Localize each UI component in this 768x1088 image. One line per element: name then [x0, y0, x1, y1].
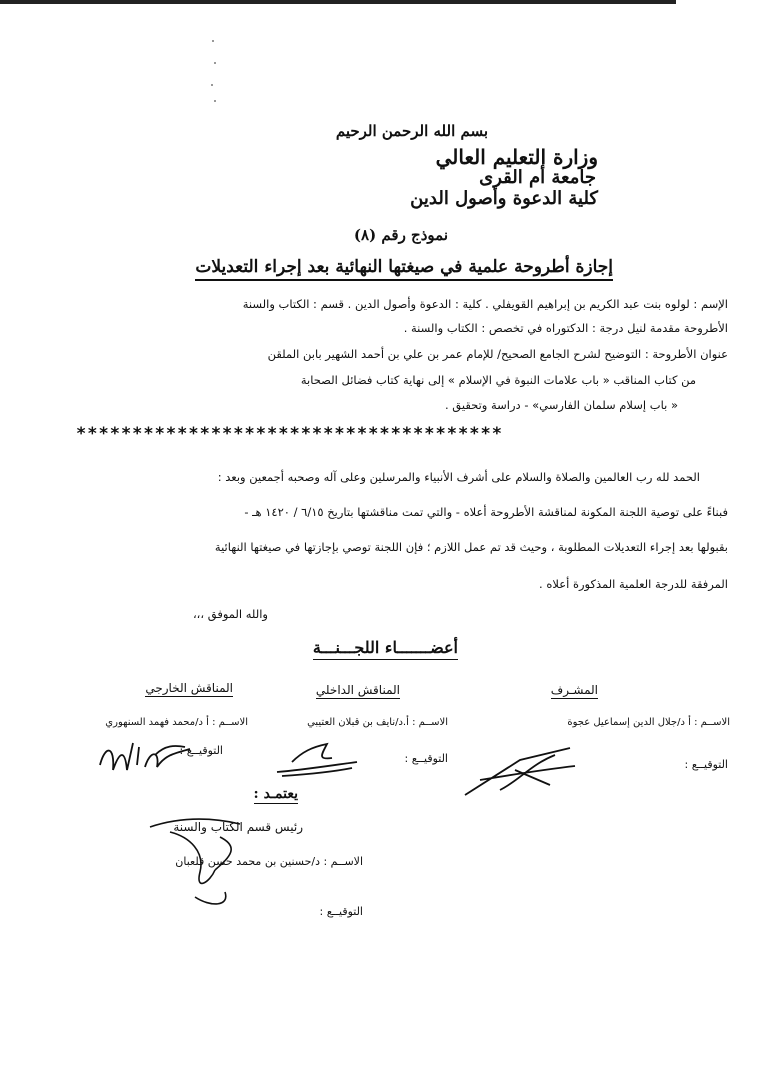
document-title: إجازة أطروحة علمية في صيغتها النهائية بعد إجراء التعديلات — [195, 257, 613, 281]
basmala: بسم الله الرحمن الرحيم — [335, 122, 488, 140]
supervisor-signature-label: التوقيــع : — [684, 758, 728, 771]
form-number: نموذج رقم (٨) — [353, 226, 448, 244]
internal-examiner-signature-label: التوقيــع : — [404, 752, 448, 765]
scan-speck — [211, 84, 213, 86]
closing-phrase: والله الموفق ،،، — [192, 607, 268, 621]
scan-speck — [214, 100, 216, 102]
star-separator: ************************************** — [76, 424, 503, 444]
department-head-signature — [140, 812, 310, 922]
approval-heading: يعتمـد : — [253, 786, 298, 802]
external-examiner-name: الاســم : أ د/محمد فهمد السنهوري — [105, 717, 248, 728]
department-head-name: الاســم : د/حسنين بن محمد حسن قلعبان — [175, 855, 363, 868]
scan-speck — [212, 40, 214, 42]
body-paragraph: بقبولها بعد إجراء التعديلات المطلوبة ، وحيث قد تم عمل اللازم ؛ فإن اللجنة توصي بإجازتها في صيغتها النهائية — [214, 540, 728, 554]
body-paragraph: الحمد لله رب العالمين والصلاة والسلام على أشرف الأنبياء والمرسلين وعلى آله وصحبه أجمعين وبعد : — [217, 470, 700, 484]
ministry-name: وزارة التعليم العالي — [435, 145, 598, 169]
thesis-title-line: عنوان الأطروحة : التوضيح لشرح الجامع الصحيح/ للإمام عمر بن علي بن أحمد الشهير بابن الملقن — [267, 347, 728, 361]
supervisor-role: المشـرف — [550, 683, 598, 697]
supervisor-signature — [460, 740, 580, 800]
internal-examiner-role: المناقش الداخلي — [315, 683, 400, 697]
committee-heading: أعضـــــــاء اللجـــنـــة — [313, 638, 458, 660]
thesis-title-line-3: « باب إسلام سلمان الفارسي» - دراسة وتحقيق . — [444, 398, 678, 412]
scan-top-edge — [0, 0, 676, 4]
scan-speck — [214, 62, 216, 64]
external-examiner-signature — [95, 735, 195, 780]
body-paragraph: المرفقة للدرجة العلمية المذكورة أعلاه . — [539, 577, 728, 591]
supervisor-name: الاســم : أ د/جلال الدين إسماعيل عجوة — [567, 717, 730, 728]
body-paragraph: فبناءً على توصية اللجنة المكونة لمناقشة الأطروحة أعلاه - والتي تمت مناقشتها بتاريخ ٦/١٥ / ١٤٢٠ هـ - — [244, 505, 728, 519]
external-examiner-role: المناقش الخارجي — [145, 681, 233, 695]
internal-examiner-name: الاســم : أ.د/نايف بن قبلان العتيبي — [307, 717, 448, 728]
degree-line: الأطروحة مقدمة لنيل درجة : الدكتوراه في تخصص : الكتاب والسنة . — [403, 321, 728, 335]
student-info-line: الإسم : لولوه بنت عبد الكريم بن إبراهيم القويفلي . كلية : الدعوة وأصول الدين . قسم : الكتاب والسنة — [242, 297, 728, 311]
external-examiner-signature-label: التوقيــع : — [179, 744, 223, 757]
college-name: كلية الدعوة وأصول الدين — [410, 188, 598, 209]
thesis-title-line-2: من كتاب المناقب « باب علامات النبوة في الإسلام » إلى نهاية كتاب فضائل الصحابة — [300, 373, 696, 387]
internal-examiner-signature — [272, 732, 362, 782]
department-head-signature-label: التوقيــع : — [319, 905, 363, 918]
department-head-title: رئيس قسم الكتاب والسنة — [173, 820, 303, 834]
university-name: جامعة أم القرى — [479, 167, 596, 188]
